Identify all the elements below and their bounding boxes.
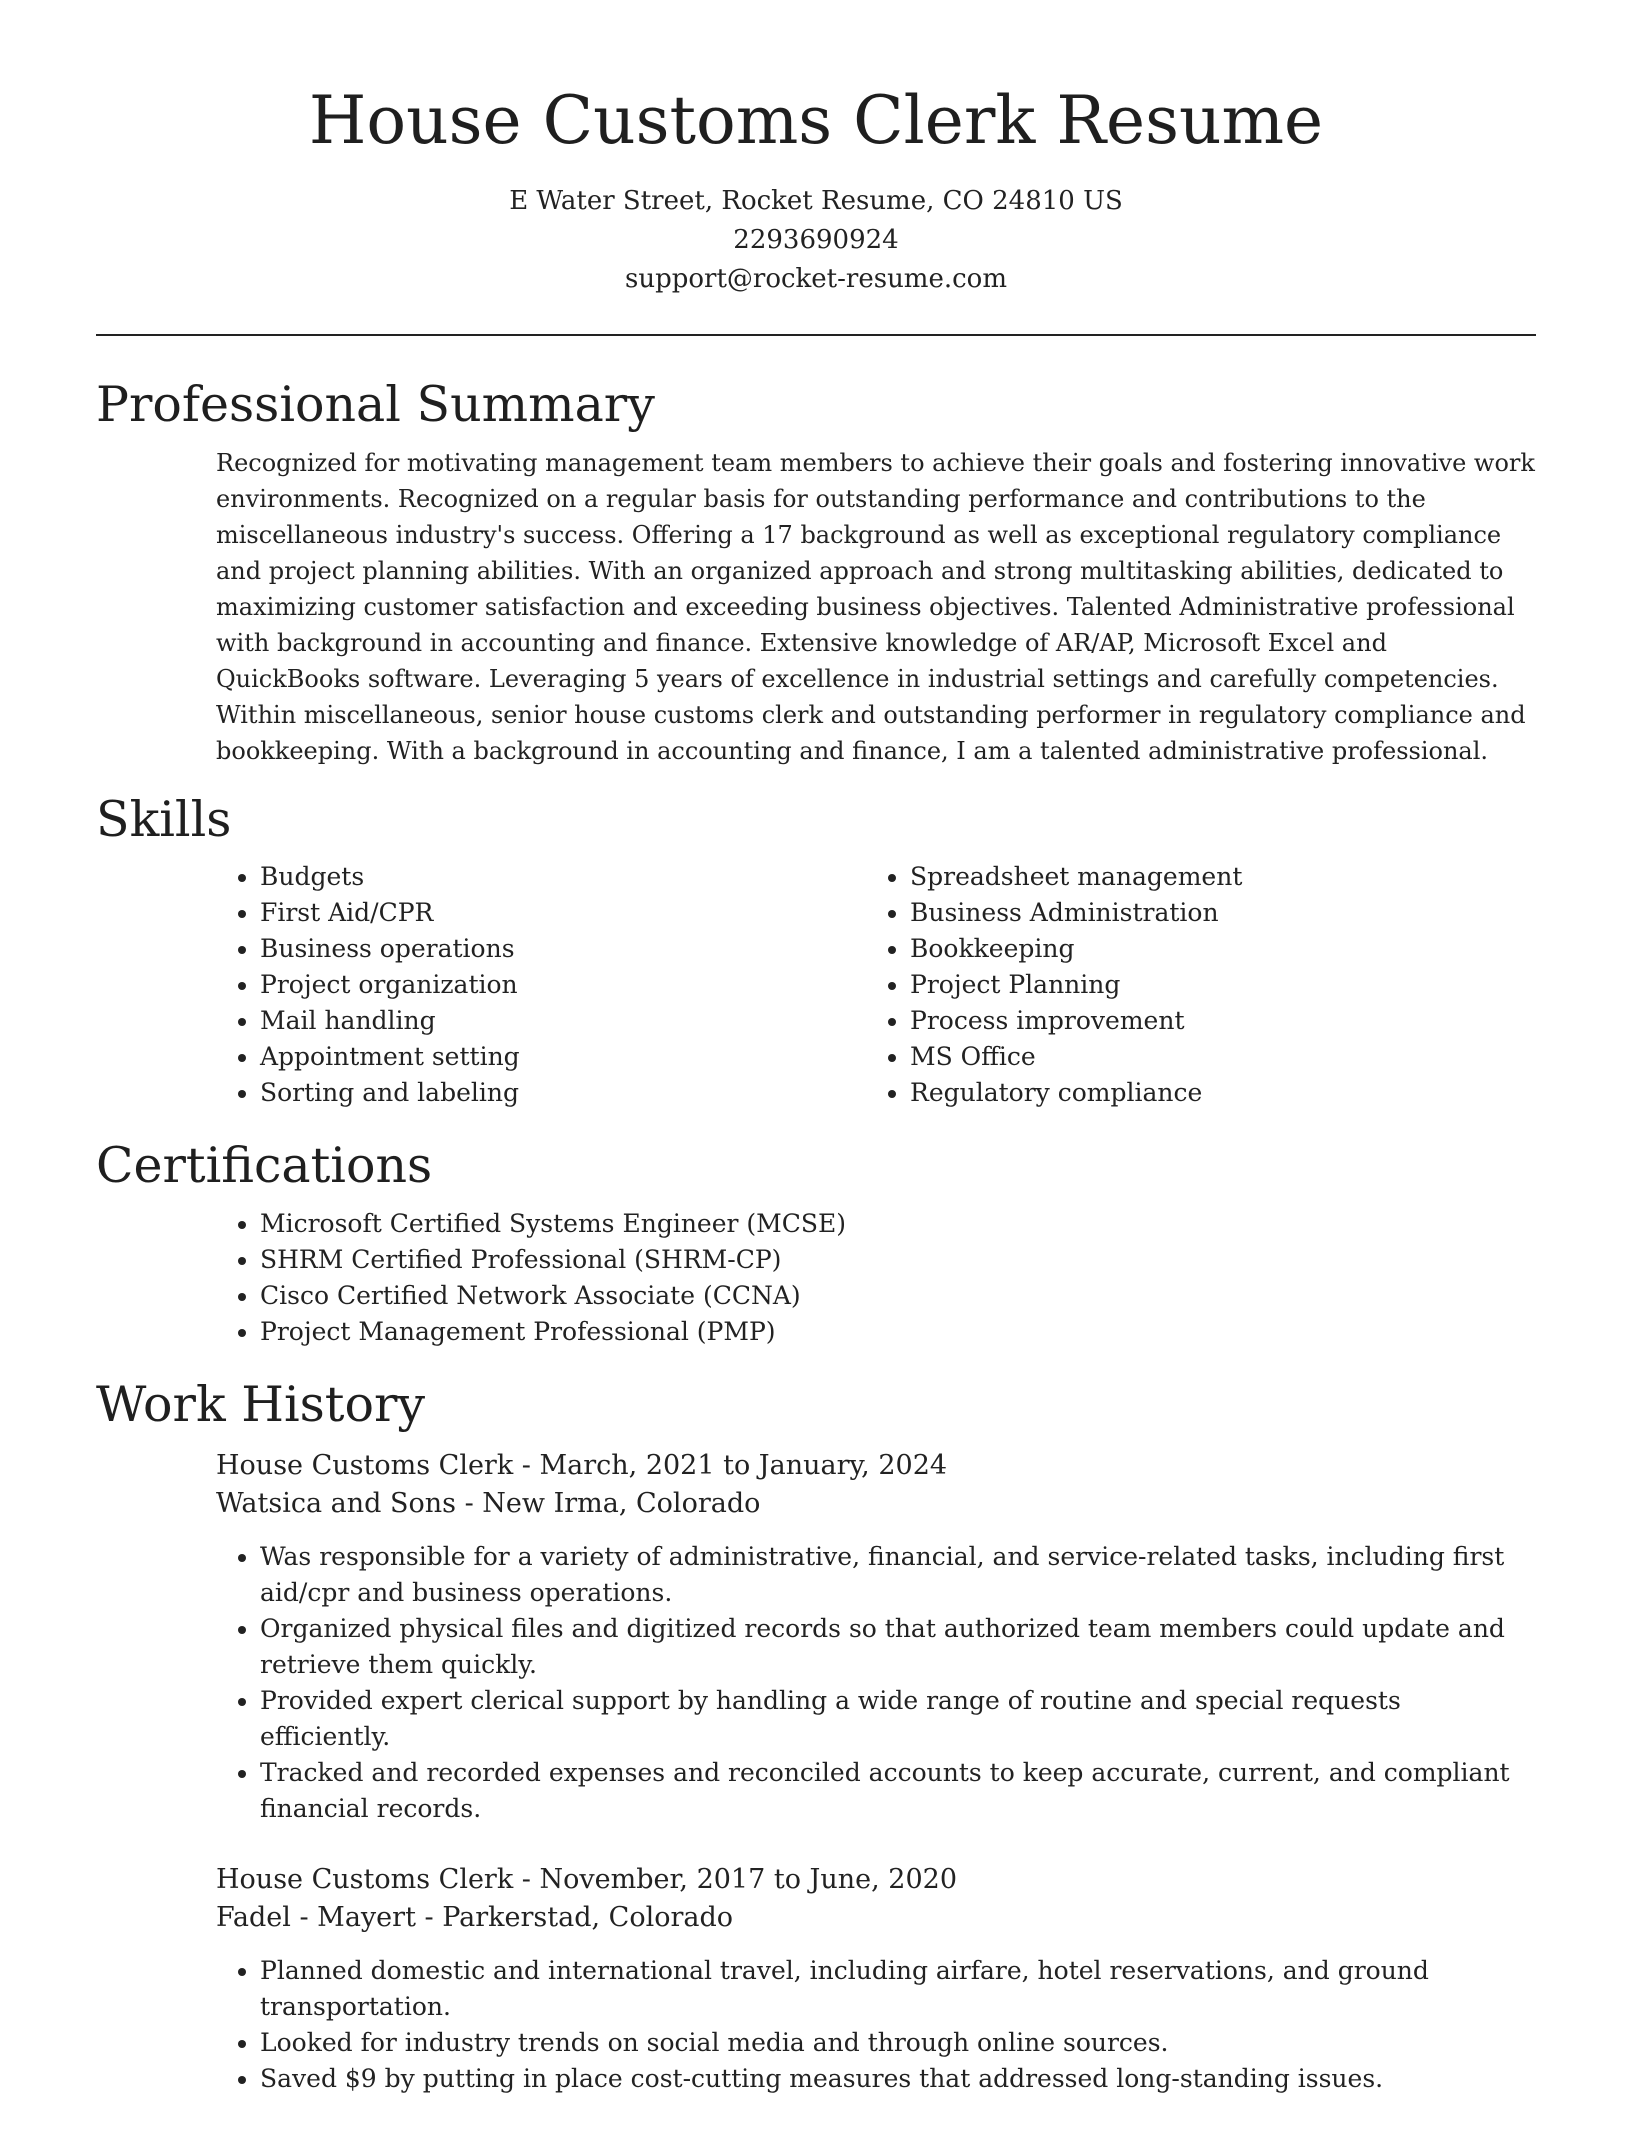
section-title-certifications: Certifications (96, 1137, 433, 1195)
job-bullet: • Saved $9 by putting in place cost-cutting measures that addressed long-standing issues. (260, 2061, 1536, 2097)
skill-item: • Process improvement (910, 1003, 1516, 1039)
skill-item: • Project Planning (910, 967, 1516, 1003)
section-title-summary: Professional Summary (96, 375, 655, 433)
job-entry (216, 1447, 1536, 1827)
job-location: - New Irma, Colorado (456, 1488, 761, 1520)
resume-title: House Customs Clerk Resume (308, 82, 1324, 159)
contact-block (96, 182, 1536, 299)
section-title-work-history: Work History (96, 1376, 426, 1434)
job-title-line (216, 1861, 1536, 1899)
skill-item: • Project organization (260, 967, 866, 1003)
certifications-list (216, 1206, 1536, 1350)
skills-grid (216, 859, 1536, 1111)
job-location: - Parkerstad, Colorado (415, 1902, 734, 1934)
certification-item: • SHRM Certified Professional (SHRM-CP) (260, 1242, 1536, 1278)
summary-body (96, 445, 1536, 769)
contact-address: E Water Street, Rocket Resume, CO 24810 US (509, 185, 1123, 216)
job-bullet: • Organized physical files and digitized records so that authorized team members could update and retrieve them quickly. (260, 1611, 1536, 1683)
summary-text: Recognized for motivating management team members to achieve their goals and fostering innovative work environments. Recognized on a regular basis for outstanding performance and contributions to the miscellaneous industry's success. Offering a 17 background as well as exceptional regulatory compliance and project planning abilities. With an organized approach and strong multitasking abilities, dedicated to maximizing customer satisfaction and exceeding business objectives. Talented Administrative professional with background in accounting and finance. Extensive knowledge of AR/AP, Microsoft Excel and QuickBooks software. Leveraging 5 years of excellence in industrial settings and carefully competencies. Within miscellaneous, senior house customs clerk and outstanding performer in regulatory compliance and bookkeeping. With a background in accounting and finance, I am a talented administrative professional. (216, 448, 1535, 765)
skill-item: • Bookkeeping (910, 931, 1516, 967)
skills-body (96, 859, 1536, 1111)
skill-item: • Business Administration (910, 895, 1516, 931)
certification-item: • Microsoft Certified Systems Engineer (MCSE) (260, 1206, 1536, 1242)
header-divider (96, 334, 1536, 336)
skill-item: • Spreadsheet management (910, 859, 1516, 895)
skills-list-right (866, 859, 1516, 1111)
skill-item: • Business operations (260, 931, 866, 967)
job-company-line (216, 1899, 1536, 1937)
certifications-body (96, 1206, 1536, 1350)
skill-item: • Regulatory compliance (910, 1075, 1516, 1111)
skill-item: • Mail handling (260, 1003, 866, 1039)
job-dates: - November, 2017 to June, 2020 (513, 1864, 958, 1896)
certification-item: • Project Management Professional (PMP) (260, 1314, 1536, 1350)
job-bullet: • Looked for industry trends on social media and through online sources. (260, 2025, 1536, 2061)
section-title-skills: Skills (96, 790, 232, 848)
contact-phone: 2293690924 (733, 224, 899, 255)
skill-item: • Appointment setting (260, 1039, 866, 1075)
skill-item: • Sorting and labeling (260, 1075, 866, 1111)
certification-item: • Cisco Certified Network Associate (CCNA) (260, 1278, 1536, 1314)
skill-item: • Budgets (260, 859, 866, 895)
job-dates: - March, 2021 to January, 2024 (513, 1450, 948, 1482)
skill-item: • MS Office (910, 1039, 1516, 1075)
job-bullets (216, 1953, 1536, 2097)
job-company: Watsica and Sons (216, 1488, 456, 1520)
job-bullet: • Was responsible for a variety of administrative, financial, and service-related tasks, including first aid/cpr and business operations. (260, 1539, 1536, 1611)
skills-list-left (216, 859, 866, 1111)
job-bullet: • Provided expert clerical support by handling a wide range of routine and special requests efficiently. (260, 1683, 1536, 1755)
job-title-line (216, 1447, 1536, 1485)
job-title: House Customs Clerk (216, 1864, 514, 1896)
skill-item: • First Aid/CPR (260, 895, 866, 931)
job-company: Fadel - Mayert (216, 1902, 416, 1934)
job-title: House Customs Clerk (216, 1450, 514, 1482)
job-bullet: • Tracked and recorded expenses and reconciled accounts to keep accurate, current, and compliant financial records. (260, 1755, 1536, 1827)
resume-page (96, 0, 1536, 2131)
job-company-line (216, 1485, 1536, 1523)
work-history-body (96, 1447, 1536, 2097)
job-bullet: • Planned domestic and international travel, including airfare, hotel reservations, and ground transportation. (260, 1953, 1536, 2025)
job-bullets (216, 1539, 1536, 1827)
job-entry (216, 1861, 1536, 2097)
contact-email: support@rocket-resume.com (624, 263, 1007, 294)
